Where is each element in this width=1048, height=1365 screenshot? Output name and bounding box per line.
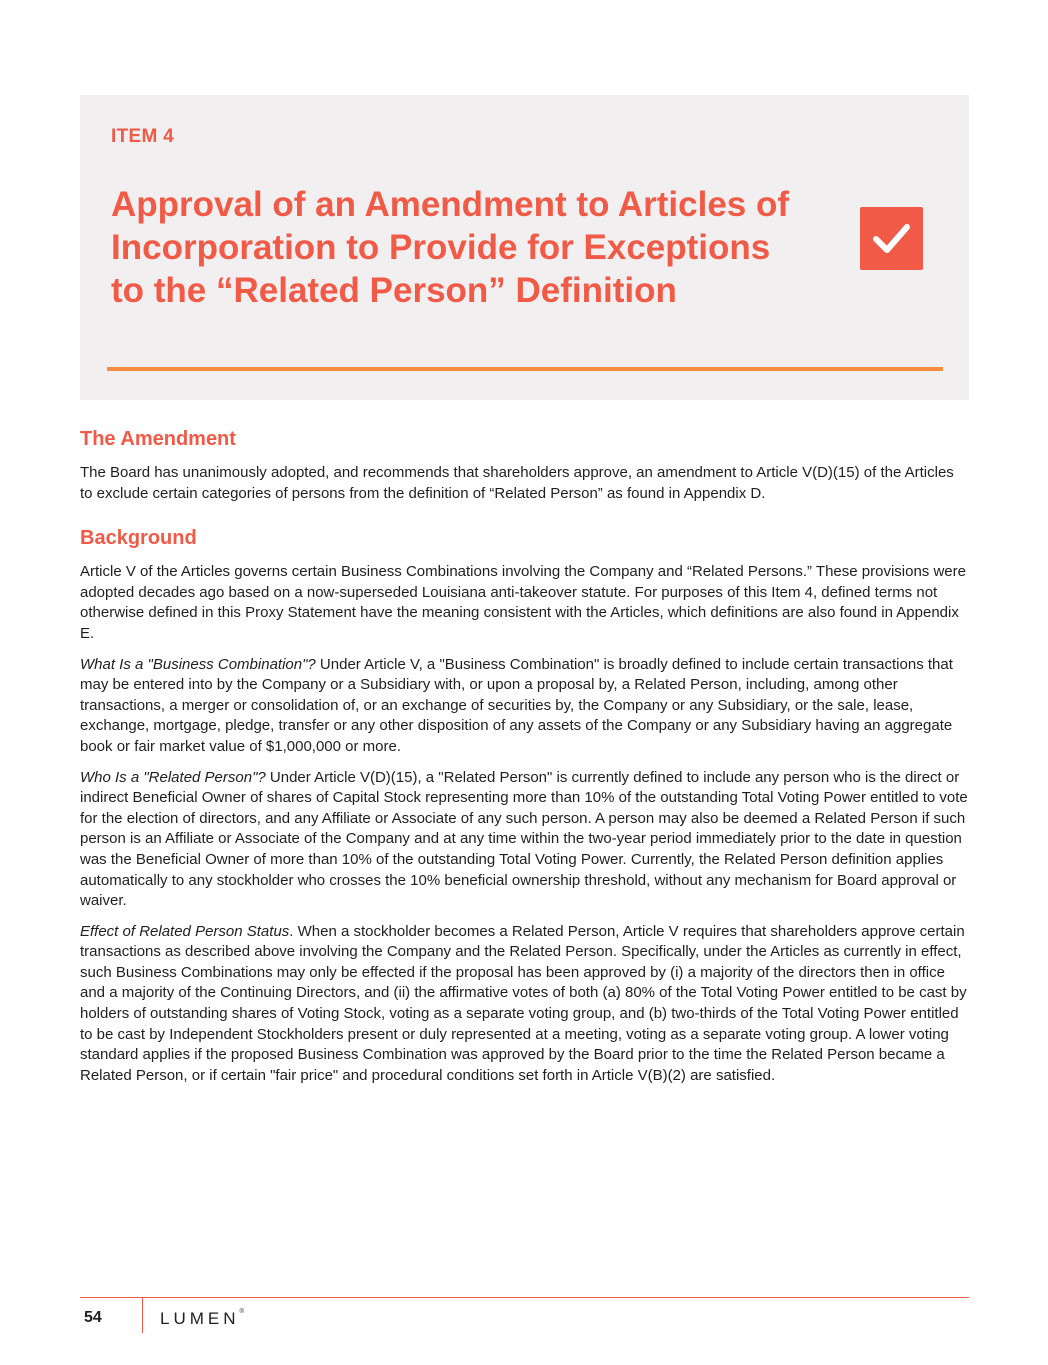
background-intro-paragraph: Article V of the Articles governs certain Business Combinations involving the Company and “Related Persons.” These provisions were adopted decades ago based on a now-superseded Louisiana anti-takeover statute. For purposes of this Item 4, defined terms not otherwise defined in this Proxy Statement have the meaning consistent with the Articles, which definitions are also found in Appendix E. [80, 563, 966, 642]
effect-text: . When a stockholder becomes a Related Person, Article V requires that shareholders approve certain transactions as described above involving the Company and the Related Person. Specifically, under the Articles as currently in effect, such Business Combinations may only be effected if the proposal has been approved by (i) a majority of the directors then in office and a majority of the Continuing Directors, and (ii) the affirmative votes of both (a) 80% of the Total Voting Power entitled to be cast by holders of outstanding shares of Voting Stock, voting as a separate voting group, and (b) two-thirds of the Total Voting Power entitled to be cast by Independent Stockholders present or duly represented at a meeting, voting as a separate voting group. A lower voting standard applies if the proposed Business Combination was approved by the Board prior to the time the Related Person became a Related Person, or if certain "fair price" and procedural conditions set forth in Article V(B)(2) are satisfied. [80, 922, 967, 1084]
business-combination-paragraph [80, 655, 968, 758]
effect-paragraph [80, 922, 968, 1087]
header-divider [107, 367, 943, 371]
page-title: Approval of an Amendment to Articles of Incorporation to Provide for Exceptions to the “Related Person” Definition [111, 185, 790, 310]
business-combination-lead: What Is a "Business Combination"? [80, 655, 316, 673]
lumen-logo [160, 1309, 244, 1329]
effect-lead: Effect of Related Person Status [80, 922, 290, 940]
footer-vertical-divider [142, 1298, 143, 1333]
background-heading: Background [80, 527, 197, 550]
trademark-symbol: ® [239, 1309, 244, 1315]
item-label: ITEM 4 [111, 126, 175, 147]
related-person-paragraph [80, 768, 968, 912]
related-person-lead: Who Is a "Related Person"? [80, 768, 266, 786]
page-number: 54 [84, 1309, 102, 1326]
business-combination-text: Under Article V, a "Business Combination" is broadly defined to include certain transactions that may be entered into by the Company or a Subsidiary with, or upon a proposal by, a Related Person, including, among other transactions, a merger or consolidation of, or an exchange of securities by, the Company or any Subsidiary, or the sale, lease, exchange, mortgage, pledge, transfer or any other disposition of any assets of the Company or any Subsidiary having an aggregate book or fair market value of $1,000,000 or more. [80, 655, 953, 755]
checkmark-icon [860, 207, 923, 270]
brand-name: LUMEN [160, 1309, 240, 1328]
footer-divider-line [80, 1297, 969, 1298]
amendment-heading: The Amendment [80, 428, 236, 450]
related-person-text: Under Article V(D)(15), a "Related Person" is currently defined to include any person who is the direct or indirect Beneficial Owner of shares of Capital Stock representing more than 10% of the outstanding Total Voting Power entitled to vote for the election of directors, and any Affiliate or Associate of any such person. A person may also be deemed a Related Person if such person is an Affiliate or Associate of the Company and at any time within the two-year period immediately prior to the date in question was the Beneficial Owner of more than 10% of the outstanding Total Voting Power. Currently, the Related Person definition applies automatically to any stockholder who crosses the 10% beneficial ownership threshold, without any mechanism for Board approval or waiver. [80, 768, 968, 910]
item-header-panel [80, 95, 969, 400]
amendment-paragraph: The Board has unanimously adopted, and recommends that shareholders approve, an amendment to Article V(D)(15) of the Articles to exclude certain categories of persons from the definition of “Related Person” as found in Appendix D. [80, 464, 954, 502]
main-content [80, 426, 968, 1096]
